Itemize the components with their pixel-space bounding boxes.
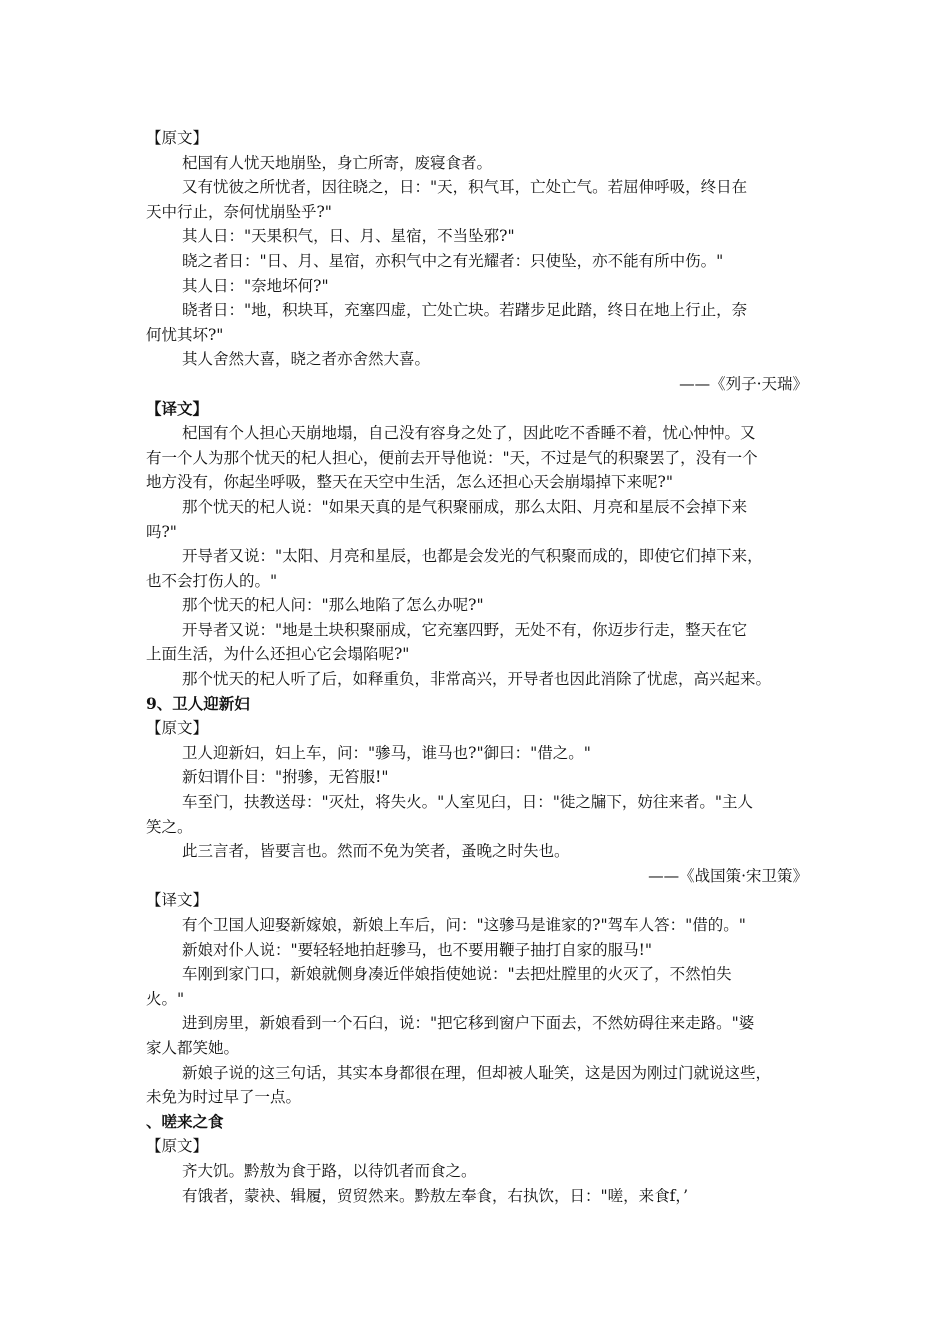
section-label-original: 【原文】 [146, 1137, 209, 1156]
paragraph-line: 杞国有个人担心天崩地塌，自己没有容身之处了，因此吃不香睡不着，忧心忡忡。又 [182, 424, 756, 443]
section-label-original: 【原文】 [146, 719, 209, 738]
paragraph-line: 其人舍然大喜，晓之者亦舍然大喜。 [182, 350, 431, 369]
paragraph-line: 车至门，扶教送母："灭灶，将失火。"人室见臼，日："徙之牖下，妨往来者。"主人 [182, 793, 754, 812]
paragraph-line: 那个忧天的杞人问："那么地陷了怎么办呢?" [182, 596, 484, 615]
paragraph-line: 新娘对仆人说："要轻轻地拍赶骖马，也不要用鞭子抽打自家的服马!" [182, 940, 652, 959]
paragraph-line: 开导者又说："地是土块积聚丽成，它充塞四野，无处不有，你迈步行走，整天在它 [182, 620, 748, 639]
paragraph-line: 晓之者日："日、月、星宿，亦积气中之有光耀者：只使坠，亦不能有所中伤。" [182, 251, 724, 270]
section-heading: 、嗟来之食 [146, 1111, 224, 1131]
section-label-translation: 【译文】 [146, 398, 209, 418]
paragraph-line: 晓者日："地，积块耳，充塞四虚，亡处亡块。若躇步足此踏，终日在地上行止，奈 [182, 301, 748, 320]
paragraph-line: 笑之。 [146, 817, 193, 836]
paragraph-line: 其人日："奈地坏何?" [182, 276, 329, 295]
paragraph-line: 进到房里，新娘看到一个石臼，说："把它移到窗户下面去，不然妨碍往来走路。"婆 [182, 1014, 755, 1033]
source-citation: ——《战国策·宋卫策》 [648, 866, 808, 885]
paragraph-line: 新娘子说的这三句话，其实本身都很在理，但却被人耻笑，这是因为刚过门就说这些， [182, 1063, 772, 1082]
paragraph-line: 车刚到家门口，新娘就侧身凑近伴娘指使她说："去把灶膛里的火灭了，不然怕失 [182, 965, 732, 984]
paragraph-line: 有一个人为那个忧天的杞人担心，便前去开导他说："天，不过是气的积聚罢了，没有一个 [146, 448, 758, 467]
section-label-translation: 【译文】 [146, 891, 209, 910]
source-citation: ——《列子·天瑞》 [679, 374, 808, 393]
paragraph-line: 杞国有人忧天地崩坠，身亡所寄，废寝食者。 [182, 153, 493, 172]
paragraph-line: 新妇谓仆目："拊骖，无笞服!" [182, 768, 389, 787]
paragraph-line: 齐大饥。黔敖为食于路，以待饥者而食之。 [182, 1161, 477, 1180]
paragraph-line: 开导者又说："太阳、月亮和星辰，也都是会发光的气积聚而成的，即使它们掉下来， [182, 547, 763, 566]
paragraph-line: 何忧其坏?" [146, 325, 224, 344]
paragraph-line: 那个忧天的杞人说："如果天真的是气积聚丽成，那么太阳、月亮和星辰不会掉下来 [182, 497, 748, 516]
paragraph-line: 也不会打伤人的。" [146, 571, 278, 590]
paragraph-line: 其人日："天果积气，日、月、星宿，不当坠邪?" [182, 227, 515, 246]
paragraph-line: 地方没有，你起坐呼吸，整天在天空中生活，怎么还担心天会崩塌掉下来呢?" [146, 473, 673, 492]
paragraph-line: 又有忧彼之所忧者，因往晓之，日："天，积气耳，亡处亡气。若屈伸呼吸，终日在 [182, 178, 748, 197]
paragraph-line: 此三言者，皆要言也。然而不免为笑者，蚤晚之时失也。 [182, 842, 570, 861]
paragraph-line: 天中行止，奈何忧崩坠乎?" [146, 202, 332, 221]
section-heading: 9、卫人迎新妇 [146, 693, 250, 713]
paragraph-line: 上面生活，为什么还担心它会塌陷呢?" [146, 645, 410, 664]
section-label-original: 【原文】 [146, 129, 209, 147]
paragraph-line: 有个卫国人迎娶新嫁娘，新娘上车后，问："这骖马是谁家的?"驾车人答："借的。" [182, 916, 746, 934]
paragraph-line: 未免为时过早了一点。 [146, 1088, 302, 1107]
document-body [146, 126, 808, 1208]
paragraph-line: 有饿者，蒙袂、辑履，贸贸然来。黔敖左奉食，右执饮，日："嗟，来食f，’ [182, 1186, 689, 1205]
paragraph-line: 家人都笑她。 [146, 1038, 240, 1057]
paragraph-line: 吗?" [146, 522, 177, 541]
paragraph-line: 卫人迎新妇，妇上车，问："骖马，谁马也?"御曰："借之。" [182, 743, 591, 762]
paragraph-line: 那个忧天的杞人听了后，如释重负，非常高兴，开导者也因此消除了忧虑，高兴起来。 [182, 670, 772, 689]
paragraph-line: 火。" [146, 989, 185, 1008]
